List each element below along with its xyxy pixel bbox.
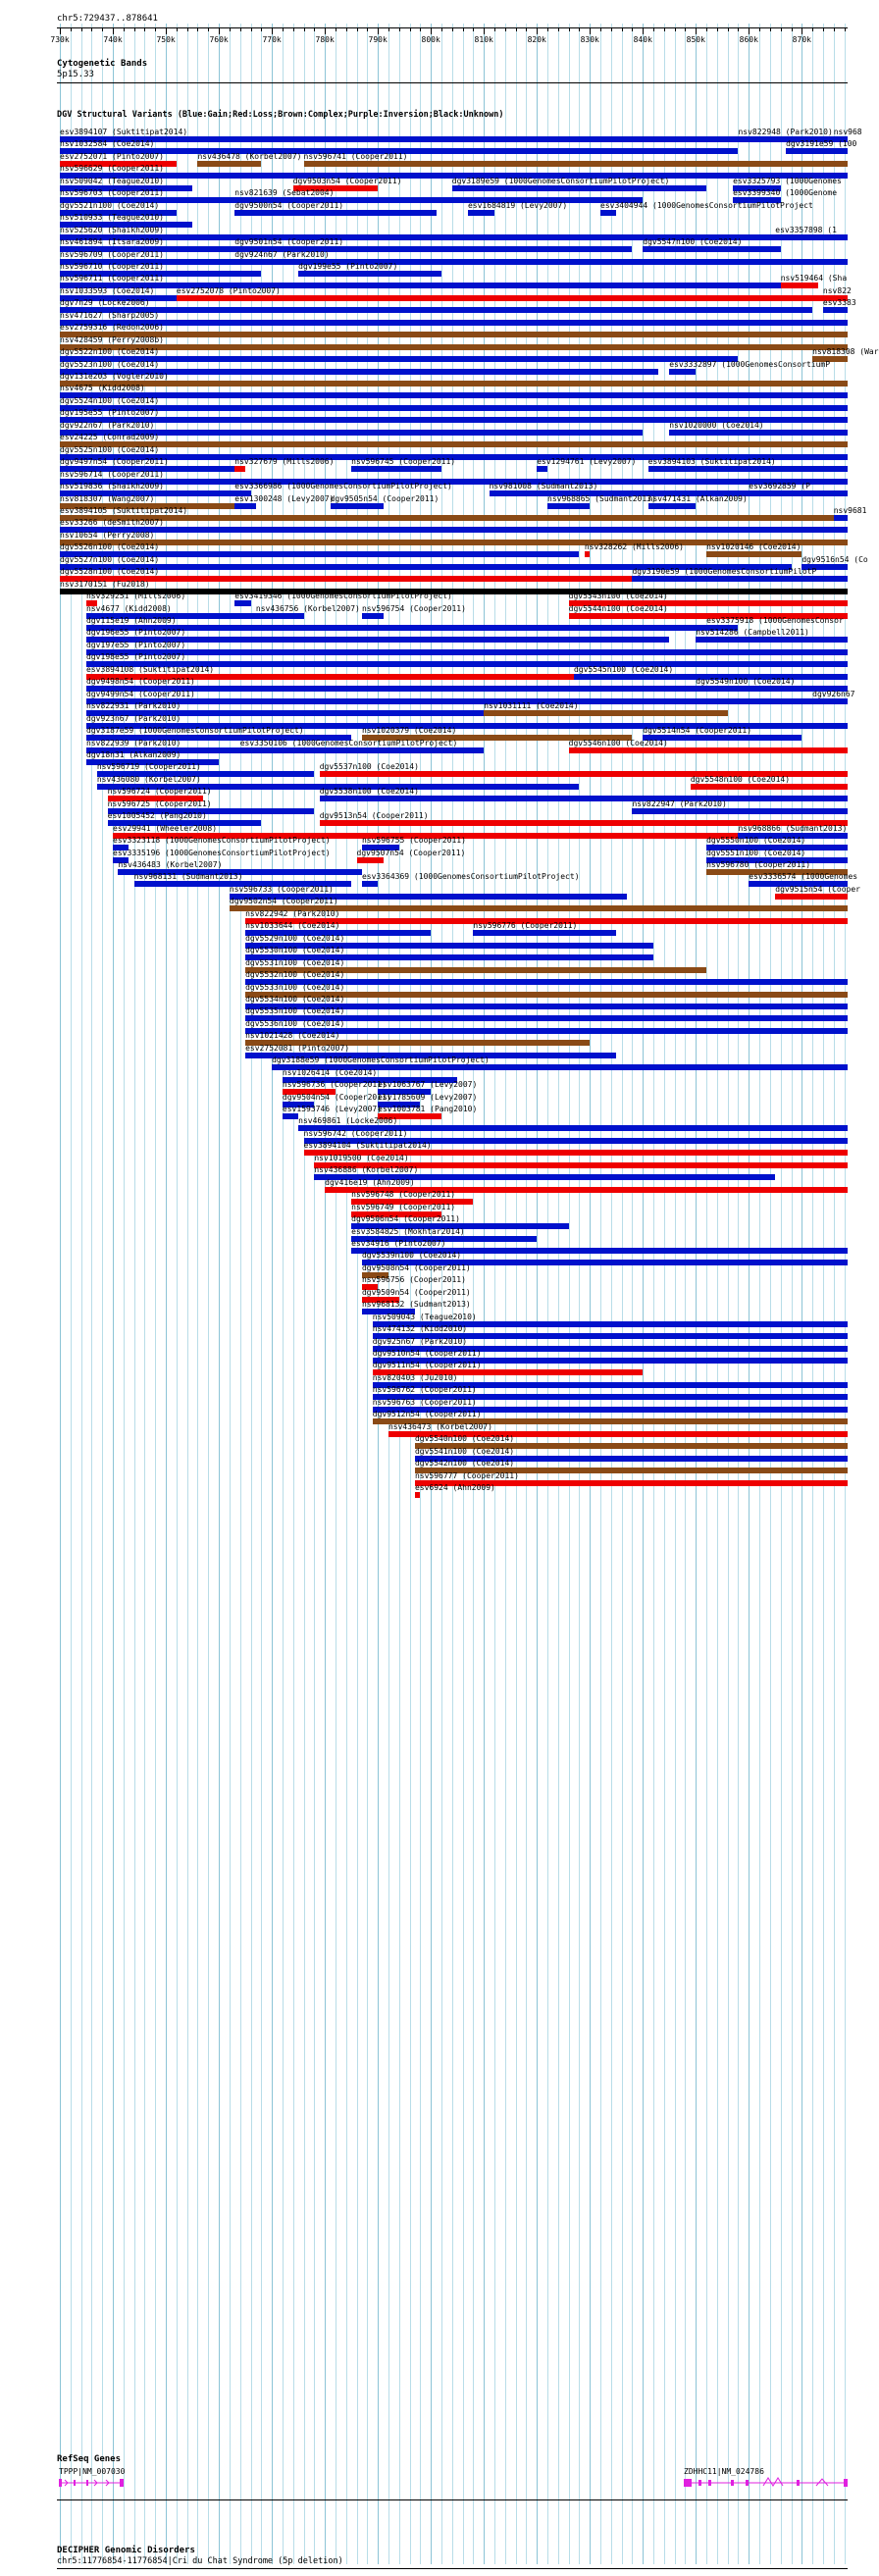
refseq-genes [0, 2474, 873, 2494]
sv-label[interactable]: nsv4675 (Kidd2008) [60, 384, 145, 393]
sv-label[interactable]: dgv9506n54 (Cooper2011) [351, 1214, 460, 1224]
sv-label[interactable]: dgv9498n54 (Cooper2011) [86, 677, 195, 687]
sv-label[interactable]: nsv596776 (Cooper2011) [473, 921, 578, 931]
sv-label[interactable]: nsv822942 (Park2010) [245, 908, 340, 918]
sv-label[interactable]: nsv596762 (Cooper2011) [372, 1385, 477, 1395]
ruler-label: 730k [50, 35, 70, 44]
sv-label[interactable]: esv1003781 (Pang2010) [378, 1105, 478, 1113]
sv-label[interactable]: dgv5534n100 (Coe2014) [245, 994, 345, 1004]
sv-label[interactable]: nsv1031111 (Coe2014) [484, 701, 579, 711]
sv-label[interactable]: dgv5522n100 (Coe2014) [60, 347, 160, 357]
sv-label[interactable]: dgv5530n100 (Coe2014) [245, 946, 345, 955]
sv-label[interactable]: nsv596756 (Cooper2011) [361, 1275, 466, 1285]
sv-label[interactable]: dgv9512n54 (Cooper2011) [372, 1410, 482, 1419]
sv-label[interactable]: dgv18n31 (Alkan2009) [86, 749, 181, 759]
sv-label[interactable]: dgv9513n54 (Cooper2011) [319, 811, 429, 821]
sv-label[interactable]: esv1063767 (Levy2007) [378, 1080, 478, 1090]
sv-label[interactable]: dgv9505n54 (Cooper2011) [330, 493, 440, 503]
sv-label[interactable]: dgv197e55 (Pinto2007) [86, 640, 186, 649]
sv-bar[interactable] [786, 148, 848, 154]
sv-label[interactable]: dgv5526n100 (Coe2014) [60, 542, 160, 552]
sv-bar[interactable] [834, 515, 848, 521]
ruler-label: 750k [156, 35, 176, 44]
sv-label[interactable]: nsv821639 (Sebat2004) [234, 188, 335, 198]
sv-label[interactable]: esv1785609 (Levy2007) [378, 1092, 478, 1102]
sv-label[interactable]: dgv3187e59 (1000GenomesConsortiumPilotProject) [86, 726, 304, 736]
sv-bar[interactable] [234, 466, 245, 472]
sv-label[interactable]: dgv5528n100 (Coe2014) [60, 567, 160, 577]
sv-label[interactable]: nsv596629 (Cooper2011) [60, 164, 164, 174]
cyto-track-title: Cytogenetic Bands [57, 59, 148, 69]
sv-bar[interactable] [60, 392, 848, 398]
sv-label[interactable]: nsv3170151 (Fu2018) [60, 579, 150, 589]
sv-bar[interactable] [669, 430, 848, 436]
coordinate-label: chr5:729437..878641 [57, 14, 158, 24]
sv-bar[interactable] [362, 613, 384, 619]
sv-bar[interactable] [60, 320, 848, 326]
sv-bar[interactable] [234, 210, 436, 216]
sv-bar[interactable] [648, 503, 697, 509]
ruler-label: 760k [209, 35, 229, 44]
sv-label[interactable]: nsv596703 (Cooper2011) [60, 188, 164, 198]
sv-label[interactable]: dgv198e55 (Pinto2007) [86, 652, 186, 662]
sv-label[interactable]: esv1300248 (Levy2007) [234, 493, 335, 503]
sv-label[interactable]: esv3336574 (1000Genomes [749, 872, 858, 882]
sv-label[interactable]: esv3375918 (1000GenomesConsor [706, 616, 844, 625]
sv-bar[interactable] [823, 307, 848, 313]
sv-label[interactable]: nsv471431 (Alkan2009) [647, 493, 748, 503]
sv-label[interactable]: dgv5546n100 (Coe2014) [568, 738, 668, 747]
sv-label[interactable]: dgv5521n100 (Coe2014) [60, 200, 160, 210]
sv-label[interactable]: nsv596724 (Cooper2011) [107, 787, 212, 797]
sv-label[interactable]: nsv596710 (Cooper2011) [60, 261, 164, 271]
sv-label[interactable]: dgv9502n54 (Cooper2011) [229, 897, 338, 906]
sv-label[interactable]: dgv5545n100 (Coe2014) [574, 664, 674, 674]
sv-label[interactable]: esv3404944 (1000GenomesConsortiumPilotProject [600, 200, 813, 210]
sv-bar[interactable] [585, 551, 590, 557]
sv-label[interactable]: nsv327679 (Mills2006) [234, 457, 335, 467]
sv-label[interactable]: esv3692859 (P [749, 482, 810, 491]
sv-label[interactable]: esv1005452 (Pang2010) [107, 811, 207, 821]
ruler-label: 810k [474, 35, 493, 44]
sv-label[interactable]: esv2752078 (Pinto2007) [176, 285, 281, 295]
sv-bar[interactable] [547, 503, 590, 509]
sv-bar[interactable] [600, 210, 616, 216]
sv-label[interactable]: dgv3189e59 (1000GenomesConsortiumPilotProject) [451, 176, 670, 185]
sv-label[interactable]: nsv596725 (Cooper2011) [107, 799, 212, 808]
sv-label[interactable]: nsv469861 (Locke2006) [298, 1116, 398, 1126]
sv-label[interactable]: dgv5551n100 (Coe2014) [706, 848, 806, 857]
sv-bar[interactable] [643, 246, 780, 252]
sv-label[interactable]: nsv596745 (Cooper2011) [351, 457, 456, 467]
sv-label[interactable]: dgv5531n100 (Coe2014) [245, 957, 345, 967]
sv-label[interactable]: dgv5525n100 (Coe2014) [60, 444, 160, 454]
sv-label[interactable]: nsv596711 (Cooper2011) [60, 274, 164, 283]
sv-label[interactable]: nsv514286 (Campbell2011) [696, 628, 809, 638]
sv-label[interactable]: nsv509042 (Teague2010) [60, 176, 164, 185]
sv-label[interactable]: dgv196e55 (Pinto2007) [86, 628, 186, 638]
sv-label[interactable]: dgv5529n100 (Coe2014) [245, 933, 345, 943]
sv-label[interactable]: esv3357898 (1 [775, 225, 837, 234]
sv-label[interactable]: dgv115e19 (Ahn2009) [86, 616, 177, 625]
sv-bar[interactable] [60, 344, 848, 350]
sv-label[interactable]: dgv9497n54 (Cooper2011) [60, 457, 169, 467]
ruler-label: 860k [739, 35, 758, 44]
sv-label[interactable]: esv3894107 (Suktitipat2014) [60, 128, 188, 136]
sv-bar[interactable] [781, 283, 818, 288]
sv-label[interactable]: nsv822931 (Park2010) [86, 701, 181, 711]
sv-bar[interactable] [60, 307, 812, 313]
ruler-label: 830k [580, 35, 599, 44]
sv-bar[interactable] [415, 1492, 420, 1498]
sv-label[interactable]: dgv199e55 (Pinto2007) [298, 261, 398, 271]
sv-label[interactable]: dgv9508n54 (Cooper2011) [361, 1262, 471, 1272]
sv-label[interactable]: esv3894105 (Suktitipat2014) [60, 505, 188, 515]
sv-label[interactable]: esv3325793 (1000Genomes [733, 176, 842, 185]
sv-label[interactable]: nsv822947 (Park2010) [632, 799, 727, 808]
sv-label[interactable]: dgv9501n54 (Cooper2011) [234, 237, 344, 247]
sv-label[interactable]: nsv596742 (Cooper2011) [303, 1128, 408, 1138]
sv-bar[interactable] [537, 466, 547, 472]
sv-label[interactable]: nsv436478 (Korbel2007) [197, 151, 302, 161]
sv-label[interactable]: nsv596780 (Cooper2011) [706, 860, 811, 869]
sv-bar[interactable] [240, 747, 484, 753]
sv-label[interactable]: dgv5523n100 (Coe2014) [60, 359, 160, 369]
sv-bar[interactable] [60, 136, 738, 142]
sv-label[interactable]: esv3364369 (1000GenomesConsortiumPilotProject) [361, 872, 580, 882]
sv-bar[interactable] [331, 503, 384, 509]
sv-bar[interactable] [177, 295, 823, 301]
decipher-track-title: DECIPHER Genomic Disorders [57, 2546, 195, 2555]
sv-label[interactable]: esv3366986 (1000GenomesConsortiumPilotProject) [234, 482, 452, 491]
sv-label[interactable]: dgv416e19 (Ahn2009) [325, 1177, 415, 1187]
sv-label[interactable]: nsv820403 (Ju2010) [372, 1372, 458, 1382]
sv-label[interactable]: dgv925n67 (Park2010) [372, 1336, 468, 1346]
sv-label[interactable]: nsv436886 (Korbel2007) [314, 1165, 419, 1175]
sv-label[interactable]: dgv5536n100 (Coe2014) [245, 1018, 345, 1028]
sv-bar[interactable] [569, 747, 848, 753]
refseq-track-title: RefSeq Genes [57, 2454, 122, 2464]
sv-label[interactable]: dgv5540n100 (Coe2014) [414, 1434, 515, 1444]
sv-label[interactable]: nsv1020146 (Coe2014) [706, 542, 801, 552]
sv-bar[interactable] [86, 649, 848, 655]
ruler-label: 790k [368, 35, 388, 44]
sv-label[interactable]: dgv9503n54 (Cooper2011) [292, 176, 402, 185]
sv-bar[interactable] [775, 234, 847, 240]
sv-label[interactable]: nsv1033644 (Coe2014) [245, 921, 340, 931]
ruler-label: 850k [686, 35, 705, 44]
gene-tppp[interactable] [59, 2479, 124, 2487]
sv-bar[interactable] [452, 185, 706, 191]
sv-label[interactable]: nsv822948 (Park2010) [738, 128, 833, 136]
sv-label[interactable]: nsv596709 (Cooper2011) [60, 249, 164, 259]
sv-label[interactable]: nsv822 [822, 285, 852, 295]
sv-label[interactable]: dgv5542n100 (Coe2014) [414, 1459, 515, 1468]
ruler-label: 780k [315, 35, 335, 44]
sv-label[interactable]: dgv131e203 (Vogler2010) [60, 372, 169, 381]
ruler-label: 840k [633, 35, 652, 44]
sv-label[interactable]: nsv596749 (Cooper2011) [351, 1202, 456, 1211]
sv-label[interactable]: nsv1019500 (Coe2014) [314, 1153, 409, 1162]
sv-label[interactable]: nsv329251 (Mills2006) [86, 592, 186, 601]
sv-bar[interactable] [60, 356, 738, 362]
sv-label[interactable]: nsv596763 (Cooper2011) [372, 1397, 477, 1407]
sv-label[interactable]: nsv968131 (Sudmant2013) [133, 872, 243, 882]
gene-zdhhc11[interactable] [684, 2478, 848, 2487]
sv-track-title: DGV Structural Variants (Blue:Gain;Red:Loss;Brown:Complex;Purple:Inversion;Black:Unknown) [57, 110, 504, 120]
sv-label[interactable]: nsv461894 (Itsara2009) [60, 237, 164, 247]
sv-label[interactable]: dgv5514n54 (Cooper2011) [643, 726, 752, 736]
sv-label[interactable]: esv1593746 (Levy2007) [282, 1105, 383, 1113]
sv-label[interactable]: dgv926n67 [812, 689, 855, 698]
sv-label[interactable]: dgv5533n100 (Coe2014) [245, 982, 345, 992]
sv-bar[interactable] [234, 600, 250, 606]
sv-label[interactable]: nsv596748 (Cooper2011) [351, 1190, 456, 1200]
sv-label[interactable]: nsv1033593 (Coe2014) [60, 285, 155, 295]
sv-label[interactable]: nsv1020000 (Coe2014) [669, 420, 764, 430]
sv-label[interactable]: nsv968 [833, 128, 862, 136]
sv-bar[interactable] [468, 210, 494, 216]
sv-label[interactable]: nsv968866 (Sudmant2013) [738, 823, 848, 833]
sv-label[interactable]: dgv7n29 (Locke2006) [60, 298, 150, 308]
sv-label[interactable]: esv33266 (deSmith2007) [60, 518, 164, 528]
sv-bar[interactable] [362, 881, 378, 887]
sv-label[interactable]: nsv818307 (Wang2007) [60, 493, 155, 503]
gene-label-tppp[interactable]: TPPP|NM_007030 [59, 2467, 126, 2476]
sv-label[interactable]: dgv5539n100 (Coe2014) [361, 1251, 462, 1261]
sv-label[interactable]: esv1294761 (Levy2007) [537, 457, 637, 467]
sv-label[interactable]: dgv5537n100 (Coe2014) [319, 762, 419, 772]
sv-bar[interactable] [234, 503, 256, 509]
sv-label[interactable]: nsv596719 (Cooper2011) [96, 762, 201, 772]
sv-label[interactable]: nsv10654 (Perry2008) [60, 530, 155, 540]
sv-label[interactable]: nsv596777 (Cooper2011) [414, 1470, 519, 1480]
ruler-label: 820k [527, 35, 546, 44]
sv-label[interactable]: dgv5527n100 (Coe2014) [60, 554, 160, 564]
sv-label[interactable]: esv3335196 (1000GenomesConsortiumPilotProject) [113, 848, 331, 857]
sv-bar[interactable] [320, 796, 848, 801]
sv-label[interactable]: dgv9510n54 (Cooper2011) [372, 1349, 482, 1358]
sv-bar[interactable] [749, 490, 847, 496]
sv-label[interactable]: esv2752071 (Pinto2007) [60, 151, 164, 161]
sv-bar[interactable] [706, 551, 801, 557]
sv-label[interactable]: esv3894103 (Suktitipat2014) [647, 457, 776, 467]
sv-label[interactable]: nsv436473 (Korbel2007) [388, 1421, 492, 1431]
sv-label[interactable]: dgv9507n54 (Cooper2011) [356, 848, 466, 857]
sv-label[interactable]: nsv596714 (Cooper2011) [60, 469, 164, 479]
sv-bar[interactable] [60, 479, 848, 485]
sv-label[interactable]: dgv5532n100 (Coe2014) [245, 970, 345, 980]
sv-bar[interactable] [283, 1113, 298, 1119]
sv-label[interactable]: nsv981008 (Sudmant2013) [489, 482, 598, 491]
sv-label[interactable]: nsv428459 (Perry2008b) [60, 335, 164, 344]
sv-label[interactable]: esv3350106 (1000GenomesConsortiumPilotProject) [239, 738, 458, 747]
refseq-divider [57, 2499, 848, 2500]
cyto-band-label: 5p15.33 [57, 70, 94, 79]
sv-label[interactable]: nsv1021428 (Coe2014) [245, 1031, 340, 1041]
sv-bar[interactable] [60, 527, 848, 533]
sv-label[interactable]: esv3894104 (Suktitipat2014) [303, 1141, 432, 1151]
sv-label[interactable]: dgv5544n100 (Coe2014) [568, 603, 668, 613]
sv-label[interactable]: dgv5548n100 (Coe2014) [690, 774, 791, 784]
sv-label[interactable]: esv34916 (Pinto2007) [351, 1238, 446, 1248]
sv-label[interactable]: nsv474132 (Kidd2010) [372, 1324, 468, 1334]
ruler-label: 870k [792, 35, 811, 44]
sv-bar[interactable] [775, 894, 847, 900]
sv-label[interactable]: esv24225 (Conrad2009) [60, 433, 160, 442]
sv-label[interactable]: dgv922n67 (Park2010) [60, 420, 155, 430]
sv-label[interactable]: esv3323118 (1000GenomesConsortiumPilotProject) [113, 836, 331, 846]
sv-bar[interactable] [60, 515, 848, 521]
ruler-label: 800k [421, 35, 440, 44]
sv-label[interactable]: dgv3190e59 (1000GenomesConsortiumPilotP [632, 567, 817, 577]
sv-label[interactable]: esv29941 (Wheeler2008) [113, 823, 218, 833]
sv-label[interactable]: esv3419346 (1000GenomesConsortiumPilotProject) [234, 592, 452, 601]
sv-label[interactable]: nsv818308 (War [812, 347, 879, 357]
sv-label[interactable]: nsv510933 (Teague2010) [60, 213, 164, 223]
sv-bar[interactable] [60, 332, 848, 337]
sv-label[interactable]: esv2759316 (Redon2006) [60, 323, 164, 333]
sv-label[interactable]: dgv3188e59 (1000GenomesConsortiumPilotProject) [272, 1056, 490, 1065]
sv-label[interactable]: nsv436756 (Korbel2007) [255, 603, 360, 613]
sv-bar[interactable] [473, 930, 616, 936]
ruler-label: 740k [103, 35, 123, 44]
sv-label[interactable]: dgv9499n54 (Cooper2011) [86, 689, 195, 698]
sv-label[interactable]: dgv3191e59 (100 [786, 139, 857, 149]
sv-label[interactable]: nsv596755 (Cooper2011) [361, 836, 466, 846]
sv-label[interactable]: esv3332897 (1000GenomesConsortiumP [669, 359, 831, 369]
sv-label[interactable]: dgv5538n100 (Coe2014) [319, 787, 419, 797]
sv-label[interactable]: nsv9681 [833, 505, 867, 515]
sv-label[interactable]: dgv5550n100 (Coe2014) [706, 836, 806, 846]
sv-bar[interactable] [648, 466, 848, 472]
sv-label[interactable]: esv1684819 (Levy2007) [467, 200, 568, 210]
sv-label[interactable]: nsv436483 (Korbel2007) [118, 860, 223, 869]
sv-bar[interactable] [484, 710, 727, 716]
sv-bar[interactable] [197, 161, 261, 167]
sv-label[interactable]: dgv924n67 (Park2010) [234, 249, 330, 259]
sv-bar[interactable] [86, 698, 812, 704]
sv-bar[interactable] [60, 441, 848, 447]
sv-label[interactable]: nsv596741 (Cooper2011) [303, 151, 408, 161]
decipher-entry[interactable]: chr5:11776854-11776854|Cri du Chat Syndrome (5p deletion) [57, 2556, 343, 2566]
sv-label[interactable]: esv2752081 (Pinto2007) [245, 1043, 350, 1053]
sv-bar[interactable] [60, 381, 848, 386]
sv-label[interactable]: esv3399340 (1000Genome [733, 188, 838, 198]
sv-label[interactable]: nsv1026414 (Coe2014) [282, 1067, 378, 1077]
sv-label[interactable]: dgv923n67 (Park2010) [86, 713, 181, 723]
sv-label[interactable]: esv3894108 (Suktitipat2014) [86, 664, 215, 674]
sv-label[interactable]: nsv1032584 (Coe2014) [60, 139, 155, 149]
ruler-label: 770k [262, 35, 282, 44]
sv-label[interactable]: esv6924 (Ahn2009) [414, 1482, 495, 1492]
sv-bar[interactable] [351, 466, 441, 472]
sv-label[interactable]: nsv436080 (Korbel2007) [96, 774, 201, 784]
sv-bar[interactable] [298, 271, 441, 277]
sv-label[interactable]: nsv519836 (Shaikh2009) [60, 482, 164, 491]
sv-label[interactable]: nsv968865 (Sudmant2013) [547, 493, 656, 503]
sv-label[interactable]: dgv9500n54 (Cooper2011) [234, 200, 344, 210]
sv-bar[interactable] [60, 405, 848, 411]
sv-bar[interactable] [812, 698, 848, 704]
sv-label[interactable]: nsv525620 (Shaikh2009) [60, 225, 164, 234]
sv-bar[interactable] [696, 637, 847, 643]
sv-bar[interactable] [632, 576, 847, 582]
sv-label[interactable]: nsv328262 (Mills2006) [584, 542, 684, 552]
sv-label[interactable]: dgv9504n54 (Cooper2011) [282, 1092, 391, 1102]
sv-label[interactable]: nsv1020379 (Coe2014) [361, 726, 457, 736]
sv-label[interactable]: dgv195e55 (Pinto2007) [60, 408, 160, 418]
sv-bar[interactable] [60, 283, 781, 288]
sv-label[interactable]: nsv509043 (Teague2010) [372, 1312, 477, 1321]
sv-bar[interactable] [256, 613, 304, 619]
sv-label[interactable]: dgv5543n100 (Coe2014) [568, 592, 668, 601]
sv-label[interactable]: dgv9516n54 (Co [801, 554, 868, 564]
sv-label[interactable]: nsv968132 (Sudmant2013) [361, 1300, 471, 1310]
sv-label[interactable]: dgv5541n100 (Coe2014) [414, 1446, 515, 1456]
sv-label[interactable]: nsv471627 (Sharp2005) [60, 310, 160, 320]
gene-label-zdhhc11[interactable]: ZDHHC11|NM_024786 [684, 2467, 764, 2476]
sv-label[interactable]: esv3383 [822, 298, 856, 308]
sv-label[interactable]: nsv596754 (Cooper2011) [361, 603, 466, 613]
sv-bar[interactable] [669, 369, 696, 375]
sv-label[interactable]: nsv596733 (Cooper2011) [229, 884, 334, 894]
sv-label[interactable]: esv3584825 (Mokhtar2014) [351, 1226, 465, 1236]
sv-label[interactable]: dgv9511n54 (Cooper2011) [372, 1361, 482, 1370]
sv-label[interactable]: nsv596736 (Cooper2011) [282, 1080, 387, 1090]
sv-bar[interactable] [632, 808, 847, 814]
sv-label[interactable]: nsv4677 (Kidd2008) [86, 603, 172, 613]
sv-label[interactable]: nsv822939 (Park2010) [86, 738, 181, 747]
sv-bar[interactable] [234, 259, 632, 265]
decipher-divider [57, 2568, 848, 2569]
sv-bar[interactable] [691, 784, 848, 790]
sv-label[interactable]: dgv5547n100 (Coe2014) [643, 237, 743, 247]
sv-bar[interactable] [357, 857, 384, 863]
sv-label[interactable]: dgv5524n100 (Coe2014) [60, 395, 160, 405]
sv-bar[interactable] [304, 161, 848, 167]
sv-label[interactable]: dgv5549n100 (Coe2014) [696, 677, 796, 687]
sv-label[interactable]: dgv5535n100 (Coe2014) [245, 1006, 345, 1016]
sv-label[interactable]: dgv9509n54 (Cooper2011) [361, 1287, 471, 1297]
sv-label[interactable]: nsv519464 (Sha [780, 274, 848, 283]
sv-label[interactable]: dgv9515n54 (Cooper [775, 884, 860, 894]
